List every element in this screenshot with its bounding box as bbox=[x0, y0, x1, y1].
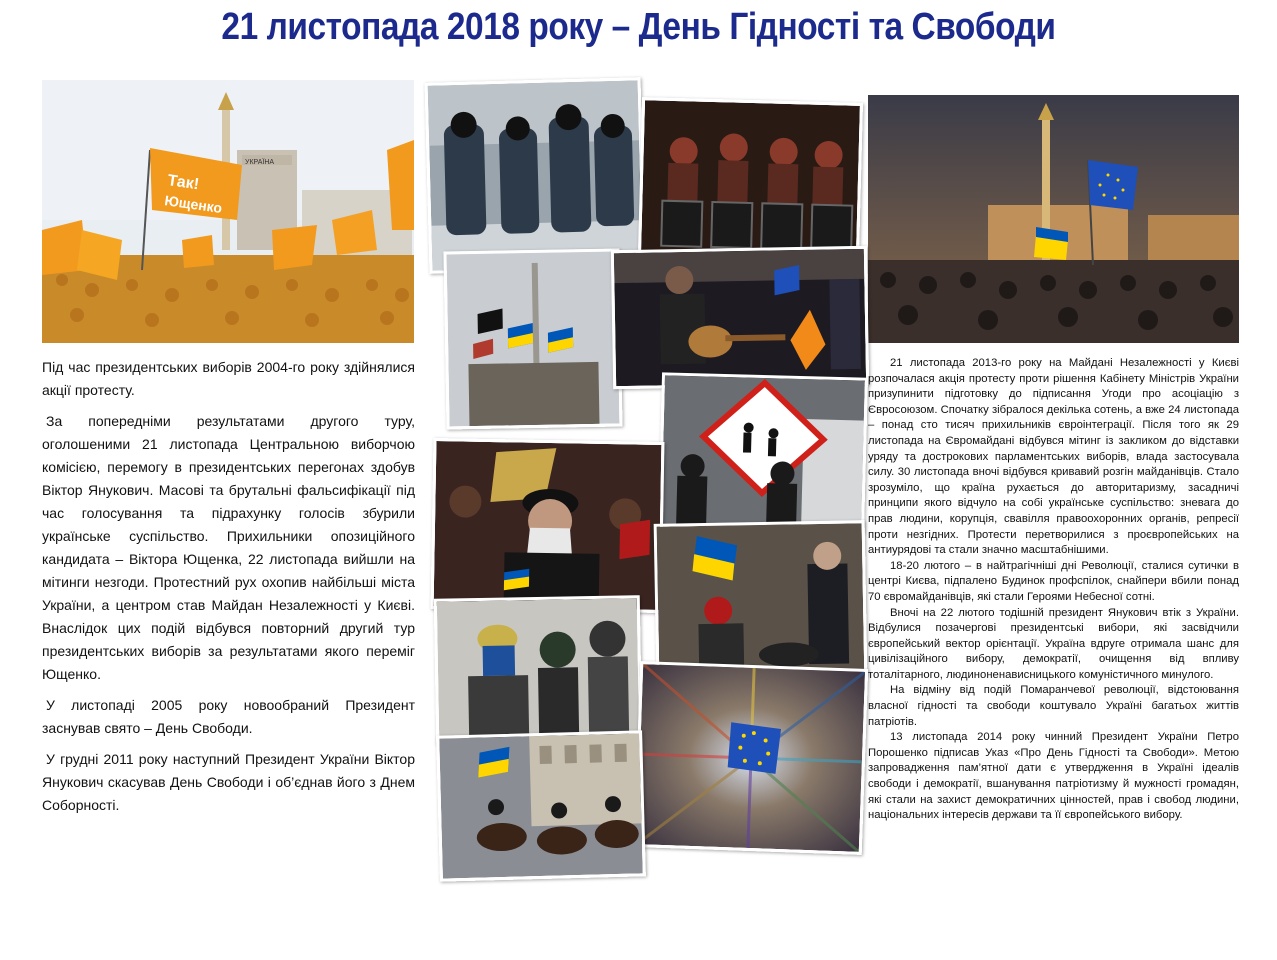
photo-euromaidan-night-image bbox=[868, 95, 1239, 343]
right-paragraph: 21 листопада 2013-го року на Майдані Незалежності у Києві розпочалася акція протесту проти рішення Кабінету Міністрів України призупинити підготовку до підписання Угоди про асоціацію з Євросоюзом. Спочатку зібралося декілька сотень, а вже 24 листопада – понад сто тисяч прихильників євроінтеграції. Після того як 29 листопада на Євромайдані відбувся мітинг із закликом до відставки уряду та дострокових парламентських виборів, влада застосувала силу. 30 листопада вночі відбувся кривавий розгін майданівців. Стало зрозуміло, що країна рухається до авторитаризму, засадничі принципи якого відчуло на собі українське суспільство: зневага до прав людини, корупція, свавілля правоохоронних органів, репресії проти незгідних. Протести перетворилися з проєвропейських на антиурядові та стали значно масштабнішими. bbox=[868, 357, 1239, 557]
flag-text-2: Ющенко bbox=[163, 192, 224, 217]
photo-guitar-player bbox=[611, 246, 869, 389]
building-sign: УКРАЇНА bbox=[245, 159, 275, 166]
photo-riot-police-image bbox=[428, 80, 643, 270]
right-paragraph: 18-20 лютого – в найтрагічніші дні Революції, сталися сутички в центрі Києва, підпалено Будинок профспілок, снайпери вбили понад 70 євромайданівців, які стали Героями Небесної сотні. bbox=[868, 559, 1239, 603]
photo-guitar-player-image bbox=[614, 249, 866, 386]
photo-masked-men bbox=[434, 595, 643, 745]
left-paragraph: Під час президентських виборів 2004-го року здійнялися акції протесту. bbox=[42, 359, 415, 398]
page-title: 21 листопада 2018 року – День Гідності та Свободи bbox=[221, 6, 1056, 48]
photo-priest bbox=[431, 438, 665, 613]
photo-protesters-camp-image bbox=[657, 523, 865, 677]
flag-text-1: Так! bbox=[166, 172, 201, 194]
photo-orange-revolution-image bbox=[42, 80, 414, 343]
photo-road-sign bbox=[658, 372, 868, 533]
photo-euromaidan-night bbox=[868, 95, 1239, 343]
photo-drummers bbox=[638, 97, 863, 259]
photo-cavalry bbox=[436, 730, 646, 881]
photo-orange-revolution bbox=[42, 80, 414, 343]
photo-priest-image bbox=[434, 441, 662, 610]
photo-eu-flag-crowd bbox=[634, 661, 868, 855]
left-paragraph: У грудні 2011 року наступний Президент України Віктор Янукович скасував День Свободи і об’єднав його з Днем Соборності. bbox=[42, 751, 415, 813]
photo-eu-flag-crowd-image bbox=[637, 664, 865, 852]
left-text-block bbox=[42, 356, 415, 825]
photo-monument-flags bbox=[443, 248, 622, 429]
photo-protesters-camp bbox=[654, 520, 868, 680]
photo-monument-flags-image bbox=[447, 252, 620, 427]
left-paragraph: У листопаді 2005 року новообраний Президент заснував свято – День Свободи. bbox=[42, 697, 415, 736]
right-paragraph: На відміну від подій Помаранчевої революції, відстоювання власної гідності та свободи коштувало Україні багатьох життів патріотів. bbox=[868, 684, 1239, 728]
photo-road-sign-image bbox=[661, 375, 865, 530]
left-paragraph: За попередніми результатами другого туру, оголошеними 21 листопада Центральною виборчою комісією, перемогу в президентських перегонах здобув Віктор Янукович. Масові та брутальні фальсифікації під час голосування та підрахунку голосів збурили українське суспільство. Прихильники опозиційного кандидата – Віктора Ющенка, 22 листопада вийшли на мітинги незгоди. Протестний рух охопив найбільші міста України, а центром став Майдан Незалежності у Києві. Внаслідок цих подій відбувся повторний другий тур президентських виборів за результатами якого переміг Ющенко. bbox=[42, 413, 415, 682]
photo-riot-police bbox=[425, 77, 646, 274]
right-paragraph: Вночі на 22 лютого тодішній президент Янукович втік з України. Відбулися позачергові президентські вибори, які засвідчили європейський вектор орієнтації. Україна вдруге отримала шанс для цивілізаційного вибору, демократії, очищення від впливу тоталітарного, людиноненависницького комуністичного минулого. bbox=[868, 606, 1239, 681]
photo-masked-men-image bbox=[437, 598, 639, 741]
photo-cavalry-image bbox=[439, 733, 643, 878]
photo-drummers-image bbox=[641, 100, 860, 256]
right-paragraph: 13 листопада 2014 року чинний Президент України Петро Порошенко підписав Указ «Про День Гідності та Свободи». Метою запровадження пам’ятної дати є утвердження в Україні ідеалів свободи і демократії, вшанування патріотизму й мужності громадян, які стали на захист демократичних цінностей, прав і свобод людини, національних інтересів держави та її європейського вибору. bbox=[868, 731, 1239, 822]
right-text-block bbox=[868, 356, 1239, 824]
